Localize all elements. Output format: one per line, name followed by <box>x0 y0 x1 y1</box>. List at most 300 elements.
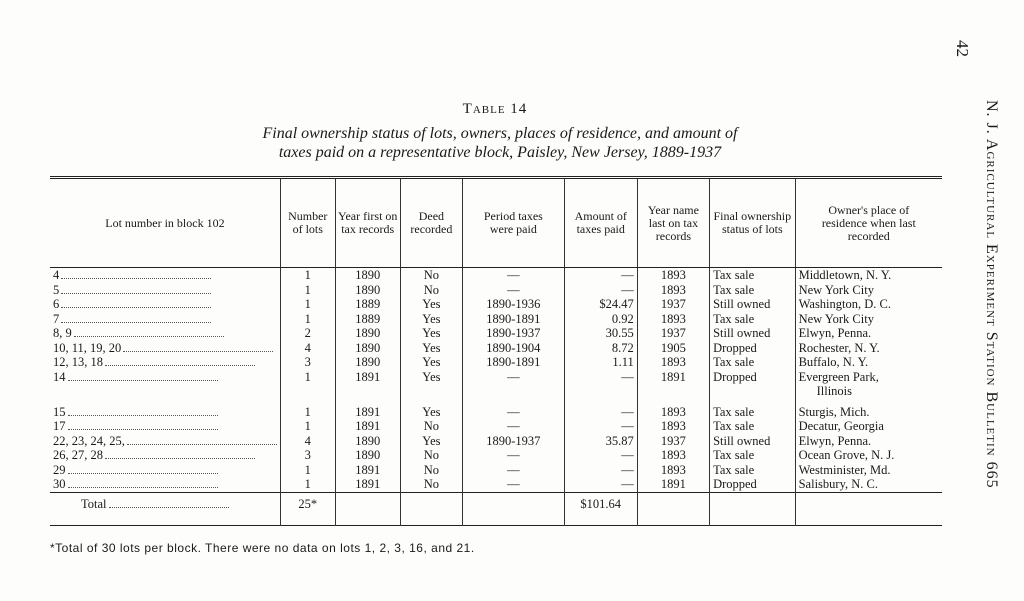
cell-place <box>795 370 942 399</box>
cell-amount <box>564 312 637 327</box>
cell-value: Still owned <box>713 326 771 340</box>
cell-value: Yes <box>422 369 441 384</box>
cell-lot <box>50 312 280 327</box>
cell-number <box>280 419 335 434</box>
cell-value: New York City <box>798 311 874 326</box>
cell-year-last <box>637 312 709 327</box>
header-year-last: Year name last on tax records <box>637 178 709 268</box>
cell-year-first <box>335 283 400 298</box>
cell-value: — <box>507 369 520 384</box>
cell-amount <box>564 370 637 399</box>
cell-value: 1890 <box>355 326 381 340</box>
cell-value: 1891 <box>355 369 381 384</box>
table-row <box>50 283 942 298</box>
cell-status <box>710 297 796 312</box>
cell-value: 1890-1904 <box>486 340 541 355</box>
cell-value: 1891 <box>660 477 686 491</box>
leader-dots <box>68 380 218 381</box>
cell-lot <box>50 283 280 298</box>
cell-place <box>795 355 942 370</box>
cell-number <box>280 448 335 463</box>
cell-value: — <box>507 268 520 282</box>
cell-value: No <box>423 282 440 297</box>
table-row <box>50 268 942 283</box>
cell-value: Tax sale <box>713 282 755 297</box>
cell-value: 1890-1891 <box>486 355 541 369</box>
cell-number <box>280 326 335 341</box>
cell-period <box>463 419 565 434</box>
header-deed: Deed recorded <box>400 178 462 268</box>
cell-value: Still owned <box>713 297 771 311</box>
total-label: Total <box>81 496 107 511</box>
cell-amount <box>564 434 637 449</box>
cell-period <box>463 312 565 327</box>
cell-value: 1890 <box>355 268 381 282</box>
table-row <box>50 312 942 327</box>
cell-value: 1893 <box>660 311 686 326</box>
lot-label: 6 <box>53 297 60 311</box>
cell-place <box>795 434 942 449</box>
cell-number <box>280 355 335 370</box>
header-lot: Lot number in block 102 <box>50 178 280 268</box>
cell-place <box>795 448 942 463</box>
leader-dots <box>61 293 211 294</box>
cell-place <box>795 477 942 492</box>
cell-value: 1893 <box>660 355 686 369</box>
cell-deed <box>400 297 462 312</box>
cell-status <box>710 434 796 449</box>
cell-value: 1.11 <box>612 355 634 369</box>
table-caption <box>200 124 800 162</box>
leader-dots <box>61 278 211 279</box>
leader-dots <box>68 487 218 488</box>
cell-value-continued: Illinois <box>816 384 853 398</box>
cell-value: Ocean Grove, N. J. <box>798 448 895 462</box>
cell-deed <box>400 312 462 327</box>
cell-deed <box>400 419 462 434</box>
cell-period <box>463 326 565 341</box>
cell-value: Evergreen Park, <box>798 369 879 384</box>
table-row <box>50 448 942 463</box>
cell-value: — <box>621 404 634 419</box>
cell-period <box>463 448 565 463</box>
leader-dots <box>105 458 255 459</box>
cell-amount <box>564 326 637 341</box>
cell-value: Yes <box>422 326 441 340</box>
cell-value: 1893 <box>660 268 686 282</box>
cell-value: 1890 <box>355 433 381 448</box>
cell-value: 1891 <box>355 404 381 419</box>
cell-year-first <box>335 477 400 492</box>
header-period: Period taxes were paid <box>463 178 565 268</box>
cell-value: 4 <box>304 433 311 448</box>
cell-value: 1 <box>304 477 311 491</box>
leader-dots <box>123 351 273 352</box>
cell-place <box>795 283 942 298</box>
leader-dots <box>127 444 277 445</box>
cell-value: Dropped <box>713 369 757 384</box>
cell-lot <box>50 434 280 449</box>
cell-place <box>795 419 942 434</box>
cell-value: Dropped <box>713 477 757 491</box>
table-row <box>50 434 942 449</box>
cell-deed <box>400 463 462 478</box>
cell-year-last <box>637 297 709 312</box>
cell-deed <box>400 370 462 399</box>
lot-label: 5 <box>53 282 60 297</box>
total-empty <box>463 492 565 525</box>
cell-value: 1891 <box>355 419 381 433</box>
cell-deed <box>400 448 462 463</box>
leader-dots <box>109 507 229 508</box>
leader-dots <box>61 322 211 323</box>
cell-place <box>795 268 942 283</box>
cell-year-last <box>637 326 709 341</box>
cell-period <box>463 297 565 312</box>
total-label-cell <box>50 492 280 525</box>
cell-value: 1891 <box>355 462 381 477</box>
table-body <box>50 268 942 526</box>
cell-value: 1889 <box>355 311 381 326</box>
cell-value: 3 <box>304 448 311 462</box>
lot-label: 30 <box>53 477 66 491</box>
cell-value: — <box>621 477 634 491</box>
cell-value: — <box>621 419 634 433</box>
cell-number <box>280 477 335 492</box>
cell-value: Westminister, Md. <box>798 462 891 477</box>
lot-label: 7 <box>53 311 60 326</box>
cell-value: Elwyn, Penna. <box>798 326 872 340</box>
cell-year-first <box>335 419 400 434</box>
cell-value: Middletown, N. Y. <box>798 268 892 282</box>
cell-deed <box>400 268 462 283</box>
cell-amount <box>564 448 637 463</box>
cell-value: 35.87 <box>605 433 634 448</box>
leader-dots <box>74 336 224 337</box>
cell-value: 1891 <box>660 369 686 384</box>
cell-year-last <box>637 448 709 463</box>
cell-number <box>280 312 335 327</box>
cell-deed <box>400 355 462 370</box>
cell-status <box>710 326 796 341</box>
cell-value: 1890 <box>355 282 381 297</box>
total-amount <box>564 492 637 525</box>
cell-value: 1937 <box>660 326 686 340</box>
cell-value: 1890 <box>355 340 381 355</box>
table-title: Table 14 <box>462 101 528 117</box>
cell-year-last <box>637 283 709 298</box>
cell-year-last <box>637 268 709 283</box>
table-row <box>50 370 942 399</box>
header-status: Final ownership status of lots <box>710 178 796 268</box>
cell-year-first <box>335 434 400 449</box>
total-empty <box>795 492 942 525</box>
cell-place <box>795 297 942 312</box>
table-row <box>50 477 942 492</box>
cell-value: — <box>621 282 634 297</box>
cell-value: Tax sale <box>713 355 755 369</box>
lot-label: 17 <box>53 419 66 433</box>
cell-status <box>710 312 796 327</box>
cell-value: — <box>621 369 634 384</box>
cell-value: Yes <box>422 433 441 448</box>
cell-value: 1891 <box>355 477 381 491</box>
cell-period <box>463 477 565 492</box>
cell-value: — <box>507 462 520 477</box>
cell-value: Elwyn, Penna. <box>798 433 872 448</box>
cell-value: Dropped <box>713 340 757 355</box>
cell-deed <box>400 405 462 420</box>
cell-amount <box>564 419 637 434</box>
cell-value: Buffalo, N. Y. <box>798 355 869 369</box>
lot-label: 29 <box>53 462 66 477</box>
cell-year-last <box>637 434 709 449</box>
cell-amount <box>564 283 637 298</box>
cell-value: 0.92 <box>611 311 634 326</box>
cell-value: Tax sale <box>713 268 755 282</box>
cell-year-first <box>335 405 400 420</box>
cell-period <box>463 355 565 370</box>
cell-lot <box>50 419 280 434</box>
cell-status <box>710 268 796 283</box>
cell-period <box>463 370 565 399</box>
total-number-value: 25* <box>298 496 318 511</box>
cell-period <box>463 463 565 478</box>
cell-year-last <box>637 419 709 434</box>
cell-value: 1890-1891 <box>486 311 541 326</box>
cell-value: — <box>621 448 634 462</box>
cell-lot <box>50 326 280 341</box>
cell-status <box>710 477 796 492</box>
total-amount-value: $101.64 <box>580 496 622 511</box>
running-head: N. J. Agricultural Experiment Station Bulletin 665 <box>983 100 1000 489</box>
leader-dots <box>68 429 218 430</box>
cell-place <box>795 463 942 478</box>
total-empty <box>335 492 400 525</box>
cell-value: 8.72 <box>611 340 634 355</box>
cell-value: 1 <box>304 268 311 282</box>
cell-year-last <box>637 355 709 370</box>
cell-place <box>795 405 942 420</box>
cell-status <box>710 419 796 434</box>
cell-value: — <box>507 404 520 419</box>
lot-label: 14 <box>53 369 66 384</box>
lot-label: 22, 23, 24, 25, <box>53 433 125 448</box>
cell-value: — <box>507 448 520 462</box>
cell-status <box>710 283 796 298</box>
cell-amount <box>564 477 637 492</box>
total-number <box>280 492 335 525</box>
cell-value: Still owned <box>713 433 771 448</box>
cell-lot <box>50 297 280 312</box>
footnote: *Total of 30 lots per block. There were no data on lots 1, 2, 3, 16, and 21. <box>50 541 475 555</box>
leader-dots <box>61 307 211 308</box>
page-number: 42 <box>953 40 972 57</box>
cell-value: — <box>621 268 634 282</box>
total-empty <box>637 492 709 525</box>
cell-value: 3 <box>304 355 311 369</box>
cell-year-first <box>335 312 400 327</box>
cell-value: No <box>423 448 440 462</box>
cell-value: — <box>507 419 520 433</box>
cell-value: 1893 <box>660 404 686 419</box>
cell-value: No <box>423 419 440 433</box>
cell-amount <box>564 405 637 420</box>
header-place: Owner's place of residence when last recorded <box>795 178 942 268</box>
cell-deed <box>400 326 462 341</box>
cell-status <box>710 370 796 399</box>
cell-year-first <box>335 326 400 341</box>
cell-lot <box>50 463 280 478</box>
cell-value: Yes <box>422 297 441 311</box>
cell-value: 1893 <box>660 419 686 433</box>
table-row <box>50 297 942 312</box>
cell-value: Yes <box>422 355 441 369</box>
cell-value: Tax sale <box>713 404 755 419</box>
lot-label: 4 <box>53 268 60 282</box>
cell-status <box>710 355 796 370</box>
cell-value: 1890-1937 <box>486 433 541 448</box>
cell-value: 1890 <box>355 448 381 462</box>
cell-value: Yes <box>422 311 441 326</box>
cell-value: 1 <box>304 282 311 297</box>
header-number: Number of lots <box>280 178 335 268</box>
cell-value: 1890-1936 <box>486 297 541 311</box>
cell-year-last <box>637 463 709 478</box>
cell-status <box>710 463 796 478</box>
cell-deed <box>400 434 462 449</box>
leader-dots <box>68 473 218 474</box>
cell-value: 1889 <box>355 297 381 311</box>
cell-lot <box>50 477 280 492</box>
header-year-first: Year first on tax records <box>335 178 400 268</box>
table-row <box>50 405 942 420</box>
cell-value: New York City <box>798 282 874 297</box>
ownership-table <box>50 176 942 526</box>
leader-dots <box>105 365 255 366</box>
cell-value: Yes <box>422 340 441 355</box>
cell-place <box>795 312 942 327</box>
cell-number <box>280 297 335 312</box>
cell-value: Tax sale <box>713 448 755 462</box>
cell-value: — <box>621 462 634 477</box>
cell-value: 1937 <box>660 433 686 448</box>
cell-value: 1890-1937 <box>486 326 541 340</box>
cell-amount <box>564 341 637 356</box>
cell-place <box>795 341 942 356</box>
cell-value: No <box>423 477 440 491</box>
cell-status <box>710 341 796 356</box>
cell-value: Tax sale <box>713 311 755 326</box>
cell-value: No <box>423 462 440 477</box>
cell-lot <box>50 370 280 399</box>
header-row <box>50 178 942 268</box>
cell-year-last <box>637 477 709 492</box>
cell-number <box>280 268 335 283</box>
cell-value: — <box>507 282 520 297</box>
cell-year-first <box>335 297 400 312</box>
total-empty <box>710 492 796 525</box>
cell-year-first <box>335 463 400 478</box>
header-amount: Amount of taxes paid <box>564 178 637 268</box>
cell-value: 4 <box>304 340 311 355</box>
lot-label: 12, 13, 18 <box>53 355 103 369</box>
cell-value: No <box>423 268 440 282</box>
total-empty <box>400 492 462 525</box>
cell-value: 1893 <box>660 282 686 297</box>
cell-value: 1 <box>304 311 311 326</box>
cell-amount <box>564 355 637 370</box>
cell-value: 1 <box>304 404 311 419</box>
table-row <box>50 419 942 434</box>
cell-lot <box>50 268 280 283</box>
cell-year-first <box>335 341 400 356</box>
cell-period <box>463 341 565 356</box>
cell-value: 1905 <box>660 340 686 355</box>
cell-status <box>710 448 796 463</box>
cell-number <box>280 405 335 420</box>
cell-place <box>795 326 942 341</box>
cell-lot <box>50 355 280 370</box>
table-row <box>50 326 942 341</box>
cell-value: Decatur, Georgia <box>798 419 884 433</box>
leader-dots <box>68 415 218 416</box>
cell-amount <box>564 297 637 312</box>
cell-number <box>280 434 335 449</box>
cell-number <box>280 463 335 478</box>
caption-line-1: Final ownership status of lots, owners, places of residence, and amount of <box>262 125 738 142</box>
cell-amount <box>564 268 637 283</box>
lot-label: 15 <box>53 404 66 419</box>
table-row <box>50 341 942 356</box>
lot-label: 26, 27, 28 <box>53 448 103 462</box>
cell-value: 1893 <box>660 462 686 477</box>
cell-value: 1937 <box>660 297 686 311</box>
cell-lot <box>50 341 280 356</box>
cell-deed <box>400 477 462 492</box>
cell-value: — <box>507 477 520 491</box>
cell-number <box>280 341 335 356</box>
table-row <box>50 355 942 370</box>
cell-value: 1 <box>304 297 311 311</box>
cell-value: Yes <box>422 404 441 419</box>
cell-number <box>280 370 335 399</box>
cell-value: Tax sale <box>713 462 755 477</box>
cell-year-last <box>637 341 709 356</box>
cell-year-last <box>637 370 709 399</box>
cell-period <box>463 434 565 449</box>
cell-year-first <box>335 448 400 463</box>
lot-label: 8, 9 <box>53 326 72 340</box>
cell-value: 1 <box>304 419 311 433</box>
cell-value: $24.47 <box>599 297 634 311</box>
cell-value: Salisbury, N. C. <box>798 477 878 491</box>
cell-value: Sturgis, Mich. <box>798 404 870 419</box>
cell-value: 1 <box>304 369 311 384</box>
cell-value: Washington, D. C. <box>798 297 891 311</box>
caption-line-2: taxes paid on a representative block, Paisley, New Jersey, 1889-1937 <box>278 144 722 161</box>
cell-deed <box>400 283 462 298</box>
cell-lot <box>50 405 280 420</box>
cell-deed <box>400 341 462 356</box>
cell-value: 2 <box>304 326 311 340</box>
cell-year-first <box>335 268 400 283</box>
cell-value: Tax sale <box>713 419 755 433</box>
cell-year-first <box>335 370 400 399</box>
cell-status <box>710 405 796 420</box>
cell-amount <box>564 463 637 478</box>
cell-value: Rochester, N. Y. <box>798 340 880 355</box>
